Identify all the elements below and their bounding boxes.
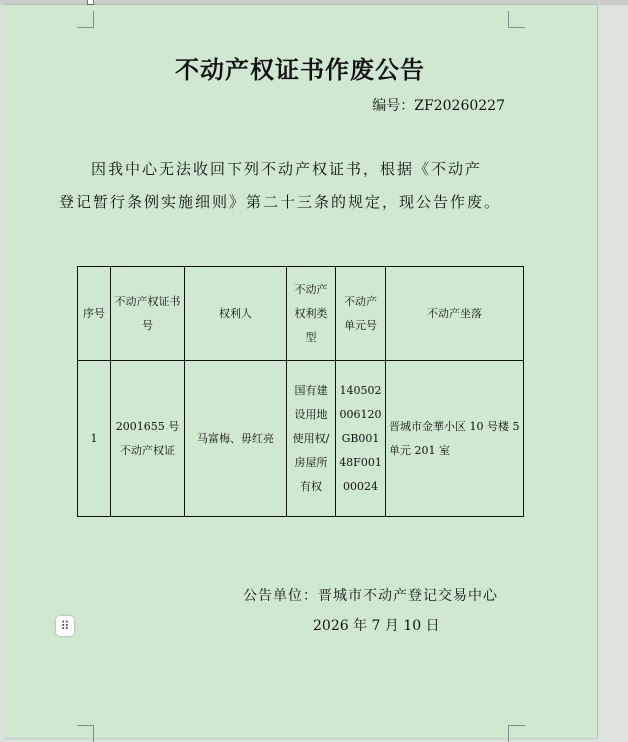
cell-location: 晋城市金華小区 10 号楼 5 单元 201 室 (386, 361, 524, 517)
issuing-unit: 公告单位：晋城市不动产登记交易中心 (243, 588, 498, 604)
header-location: 不动产坐落 (386, 267, 524, 361)
margin-mark-top-left (77, 11, 94, 28)
notice-date: 2026 年 7 月 10 日 (313, 618, 440, 634)
table-row (78, 361, 524, 517)
certificate-table (77, 266, 524, 517)
cell-right-type: 国有建设用地使用权/房屋所有权 (287, 361, 336, 517)
cell-index: 1 (78, 361, 111, 517)
header-right-type: 不动产权利类型 (287, 267, 336, 361)
cell-unit-no: 140502006120GB00148F00100024 (336, 361, 386, 517)
notice-body-line-2: 登记暂行条例实施细则》第二十三条的规定，现公告作废。 (59, 193, 502, 211)
margin-mark-bottom-left (77, 725, 94, 742)
notice-body (59, 153, 539, 219)
right-gutter (598, 5, 628, 738)
document-page (3, 5, 597, 738)
margin-mark-top-right (508, 11, 525, 28)
cell-holder: 马富梅、毋红亮 (185, 361, 287, 517)
notice-body-line-1: 因我中心无法收回下列不动产权证书，根据《不动产 (91, 160, 483, 178)
header-unit-no: 不动产单元号 (336, 267, 386, 361)
document-number: 编号：ZF20260227 (372, 98, 505, 114)
cell-cert-no: 2001655 号不动产权证 (111, 361, 185, 517)
notice-title: 不动产权证书作废公告 (175, 55, 425, 84)
margin-mark-bottom-right (508, 725, 525, 742)
header-index: 序号 (78, 267, 111, 361)
header-cert-no: 不动产权证书号 (111, 267, 185, 361)
drag-handle-icon[interactable]: ⠿ (56, 616, 74, 636)
table-header-row (78, 267, 524, 361)
header-holder: 权利人 (185, 267, 287, 361)
